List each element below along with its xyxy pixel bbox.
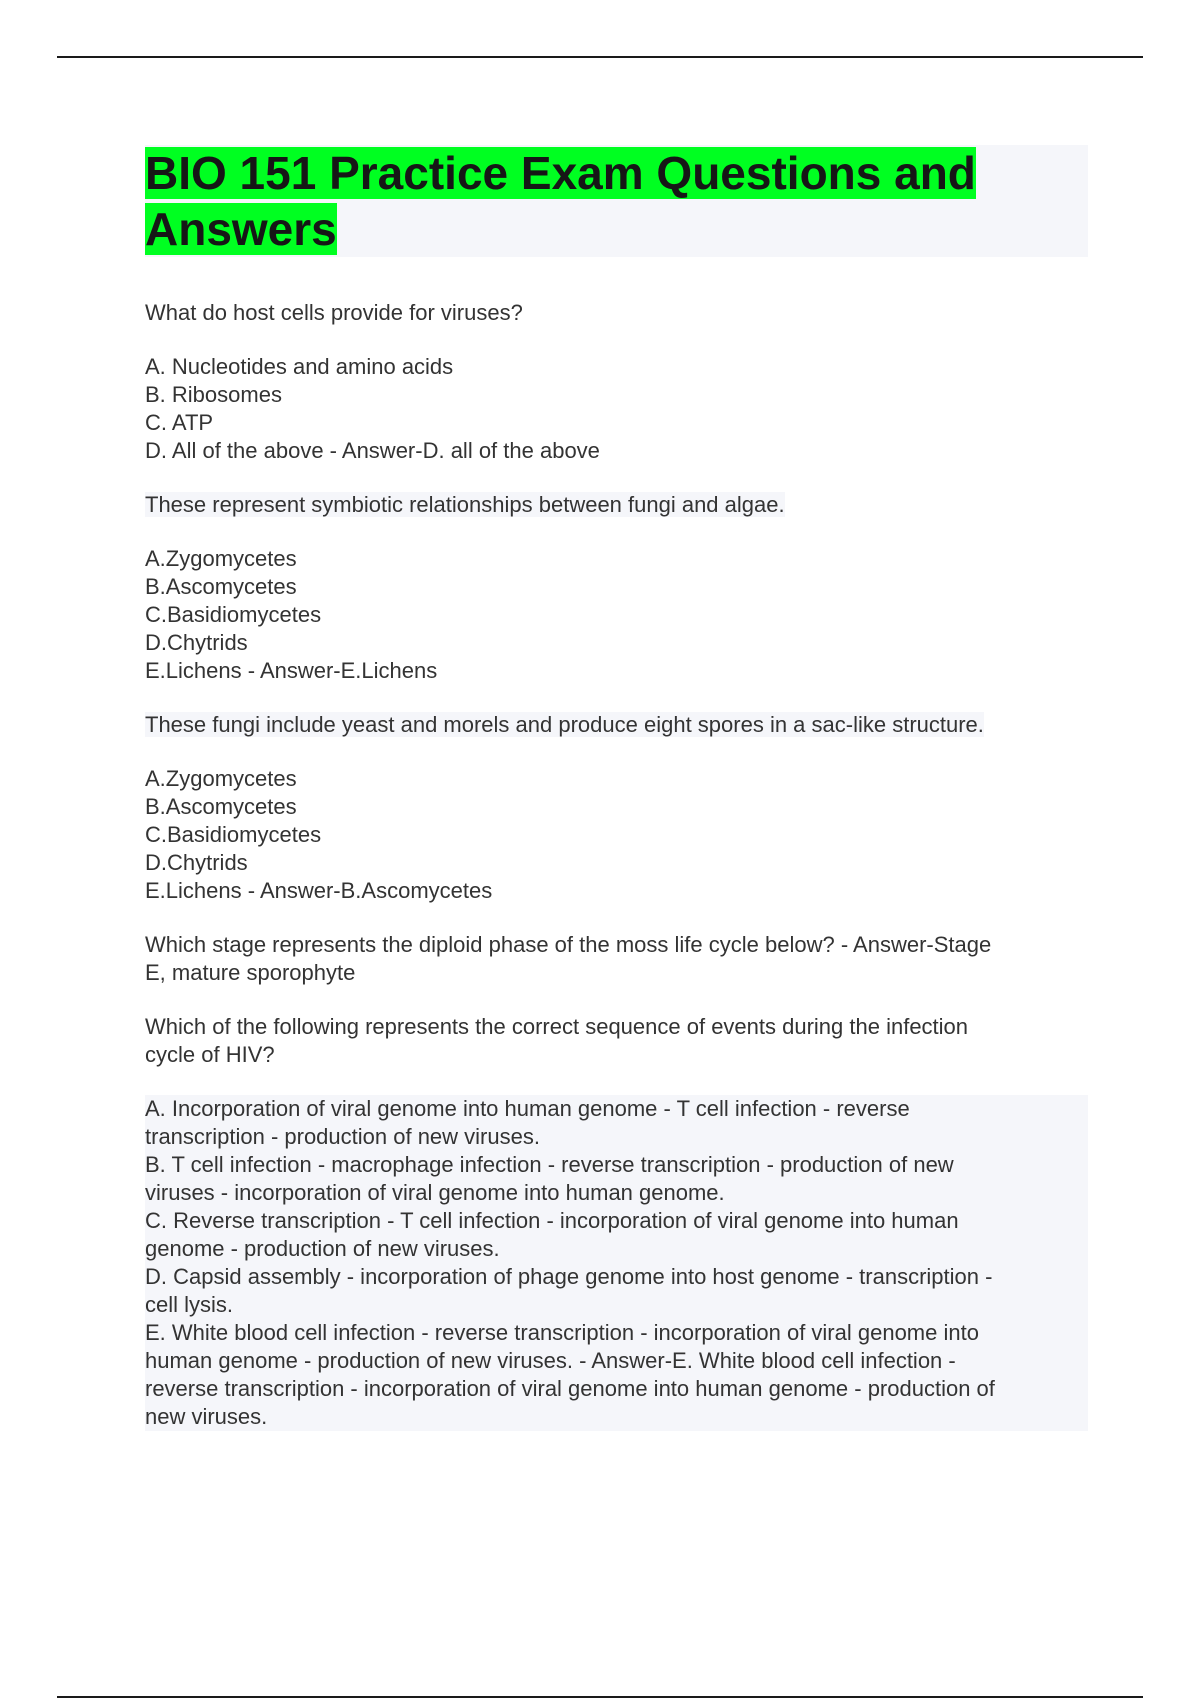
question-5-option-line-7: D. Capsid assembly - incorporation of phage genome into host genome - transcription - [145,1263,1088,1291]
question-4-line-1: Which stage represents the diploid phase of the moss life cycle below? - Answer-Stage [145,932,992,957]
question-1-prompt-text: What do host cells provide for viruses? [145,300,523,325]
question-3-option-a: A.Zygomycetes [145,766,297,791]
question-1-option-b: B. Ribosomes [145,382,282,407]
title-highlight-gap [508,147,521,199]
question-5-option-line-9: E. White blood cell infection - reverse transcription - incorporation of viral genome into [145,1319,1088,1347]
question-5-line-2: cycle of HIV? [145,1042,275,1067]
question-3-options [145,765,1088,905]
question-3-prompt [145,711,1088,739]
question-5-option-line-1: A. Incorporation of viral genome into human genome - T cell infection - reverse [145,1095,1088,1123]
title-highlight-3: Answers [145,203,337,255]
question-5-option-line-12: new viruses. [145,1403,1088,1431]
question-5-options [145,1095,1088,1431]
question-5-option-line-5: C. Reverse transcription - T cell infection - incorporation of viral genome into human [145,1207,1088,1235]
question-2-option-c: C.Basidiomycetes [145,602,322,627]
question-5-prompt [145,1013,1088,1069]
title-block [145,145,1088,257]
question-2-option-e-answer: E.Lichens - Answer-E.Lichens [145,658,438,683]
question-5-option-line-8: cell lysis. [145,1291,1088,1319]
question-2-prompt-text: These represent symbiotic relationships between fungi and algae. [145,492,785,517]
question-5-option-line-6: genome - production of new viruses. [145,1235,1088,1263]
question-2-option-a: A.Zygomycetes [145,546,297,571]
title-highlight-1: BIO 151 Practice [145,147,509,199]
question-5-option-line-4: viruses - incorporation of viral genome into human genome. [145,1179,1088,1207]
question-4-prompt [145,931,1088,987]
title-highlight-2: Exam Questions and [520,147,976,199]
bottom-rule [57,1696,1143,1698]
question-2-option-d: D.Chytrids [145,630,248,655]
document-body [145,145,1088,1457]
question-5-option-line-2: transcription - production of new viruses. [145,1123,1088,1151]
question-1-options [145,353,1088,465]
question-3-option-e-answer: E.Lichens - Answer-B.Ascomycetes [145,878,493,903]
question-1-option-c: C. ATP [145,410,214,435]
question-1-option-a: A. Nucleotides and amino acids [145,354,454,379]
question-3-option-c: C.Basidiomycetes [145,822,322,847]
question-2-option-b: B.Ascomycetes [145,574,297,599]
question-5-line-1: Which of the following represents the correct sequence of events during the infection [145,1014,969,1039]
question-5-option-line-11: reverse transcription - incorporation of viral genome into human genome - production of [145,1375,1088,1403]
question-1-prompt [145,299,1088,327]
question-3-option-b: B.Ascomycetes [145,794,297,819]
question-2-options [145,545,1088,685]
page-title [145,145,1088,257]
question-4-line-2: E, mature sporophyte [145,960,356,985]
question-5-option-line-3: B. T cell infection - macrophage infection - reverse transcription - production of new [145,1151,1088,1179]
question-3-prompt-text: These fungi include yeast and morels and produce eight spores in a sac-like structure. [145,712,984,737]
question-2-prompt [145,491,1088,519]
top-rule [57,56,1143,58]
question-5-option-line-10: human genome - production of new viruses. - Answer-E. White blood cell infection - [145,1347,1088,1375]
question-3-option-d: D.Chytrids [145,850,248,875]
question-1-option-d-answer: D. All of the above - Answer-D. all of the above [145,438,600,463]
